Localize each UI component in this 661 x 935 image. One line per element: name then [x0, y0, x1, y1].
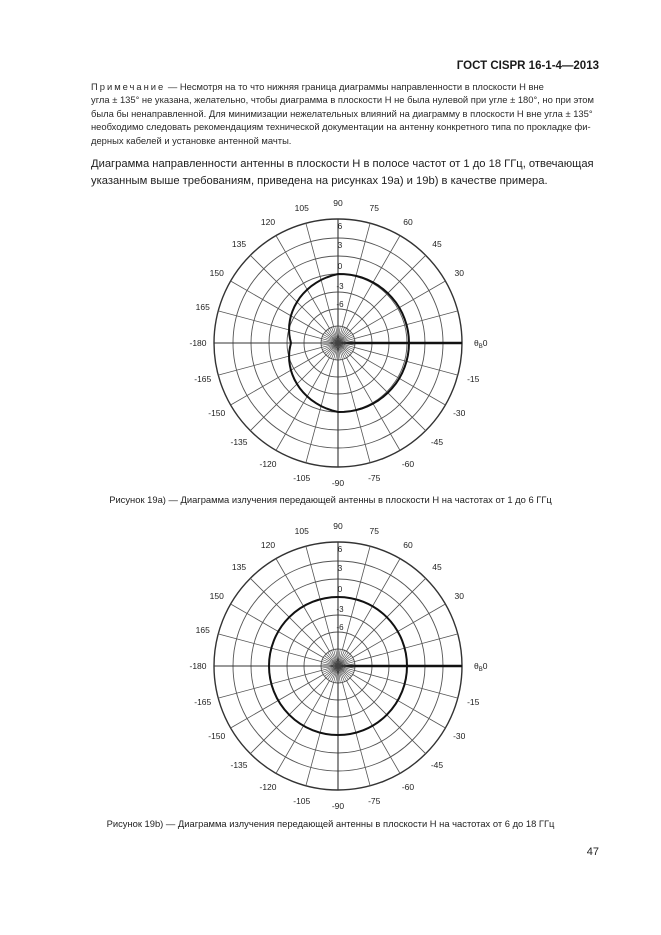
angle-label: 90	[333, 521, 343, 531]
figure-caption-19a: Рисунок 19a) — Диаграмма излучения передающей антенны в плоскости H на частотах от 1 до 6 ГГц	[109, 494, 552, 505]
angle-label: 150	[209, 268, 224, 278]
angle-label: -165	[194, 697, 212, 708]
angle-label: -75	[368, 473, 381, 484]
angle-label: -15	[467, 697, 480, 708]
db-label: 0	[337, 262, 343, 271]
db-label: 6	[337, 222, 343, 231]
angle-label: -30	[453, 731, 466, 741]
angle-label: -150	[208, 731, 226, 741]
angle-label: -30	[453, 408, 466, 418]
db-label: -6	[336, 623, 344, 632]
db-label: -3	[336, 605, 344, 614]
angle-label: -105	[293, 473, 311, 484]
angle-label: -75	[368, 796, 381, 807]
angle-label: -45	[430, 759, 444, 770]
angle-label: 75	[369, 202, 379, 213]
angle-label: 60	[403, 216, 413, 227]
angle-label: 135	[231, 562, 247, 573]
angle-label: 150	[209, 591, 224, 601]
angle-label: 60	[403, 539, 413, 550]
body-line-2: указанным выше требованиям, приведена на рисунках 19a) и 19b) в качестве примера.	[91, 175, 548, 187]
grid-spoke	[350, 678, 426, 754]
angle-label: 45	[432, 562, 442, 573]
note-line-4: необходимо следовать рекомендациям технической документации на антенну конкретного типа по прокладке фи-	[91, 121, 591, 133]
angle-label: -180	[189, 338, 207, 348]
db-label: 3	[337, 564, 343, 573]
note-prefix: Примечание	[91, 81, 166, 92]
grid-spoke	[250, 678, 326, 754]
angle-label: -105	[293, 796, 311, 807]
angle-label: 75	[369, 525, 379, 536]
angle-label: -135	[230, 436, 248, 447]
angle-label: 105	[294, 525, 309, 536]
angle-label: 30	[454, 268, 464, 278]
angle-label: -90	[331, 801, 345, 809]
angle-label: 90	[333, 198, 343, 208]
angle-label: 30	[454, 591, 464, 601]
angle-label: -180	[189, 661, 207, 671]
note-block	[91, 80, 597, 147]
theta-label: $\theta_B0$	[474, 338, 488, 350]
angle-label: 120	[260, 216, 276, 227]
angle-label: -120	[259, 782, 277, 793]
angle-label: 120	[260, 539, 276, 550]
angle-label: -60	[401, 782, 415, 793]
grid-spoke	[250, 578, 326, 654]
note-line-2: угла ± 135° не указана, желательно, чтобы диаграмма в плоскости H не была нулевой при угле ± 180°, но при этом	[91, 94, 594, 106]
note-line-1-text: Несмотря на то что нижняя граница диаграммы направленности в плоскости H вне	[179, 81, 544, 92]
page-number: 47	[586, 846, 599, 858]
angle-label: 165	[195, 624, 210, 635]
note-line-5: дерных кабелей и установке антенной мачты.	[91, 134, 292, 146]
body-line-1: Диаграмма направленности антенны в плоскости H в полосе частот от 1 до 18 ГГц, отвечающая	[91, 158, 594, 170]
note-dash: —	[165, 81, 180, 92]
note-line-3: была бы ненаправленной. Для минимизации нежелательных влияний на диаграмму в плоскости H вне угла ± 135°	[91, 107, 593, 119]
grid-spoke	[250, 355, 326, 431]
document-header: ГОСТ CISPR 16-1-4—2013	[456, 60, 599, 72]
note-line-1	[91, 80, 597, 93]
angle-label: 165	[195, 301, 210, 312]
body-paragraph	[91, 156, 597, 190]
angle-label: -45	[430, 436, 444, 447]
db-label: 6	[337, 545, 343, 554]
grid-spoke	[350, 578, 426, 654]
angle-label: 105	[294, 202, 309, 213]
angle-label: -90	[331, 478, 345, 486]
angle-label: 135	[231, 239, 247, 250]
db-label: 0	[337, 585, 343, 594]
angle-label: -135	[230, 759, 248, 770]
angle-label: -15	[467, 374, 480, 385]
theta-label: $\theta_B0$	[474, 661, 488, 673]
angle-label: -150	[208, 408, 226, 418]
polar-diagram-19b	[168, 519, 508, 809]
angle-label: -60	[401, 459, 415, 470]
db-label: 3	[337, 241, 343, 250]
db-label: -3	[336, 282, 344, 291]
angle-label: -120	[259, 459, 277, 470]
grid-spoke	[250, 255, 326, 331]
db-label: -6	[336, 300, 344, 309]
angle-label: -165	[194, 374, 212, 385]
figure-caption-19b: Рисунок 19b) — Диаграмма излучения передающей антенны в плоскости H на частотах от 6 до 18 ГГц	[106, 818, 555, 829]
angle-label: 45	[432, 239, 442, 250]
polar-diagram-19a	[168, 196, 508, 486]
